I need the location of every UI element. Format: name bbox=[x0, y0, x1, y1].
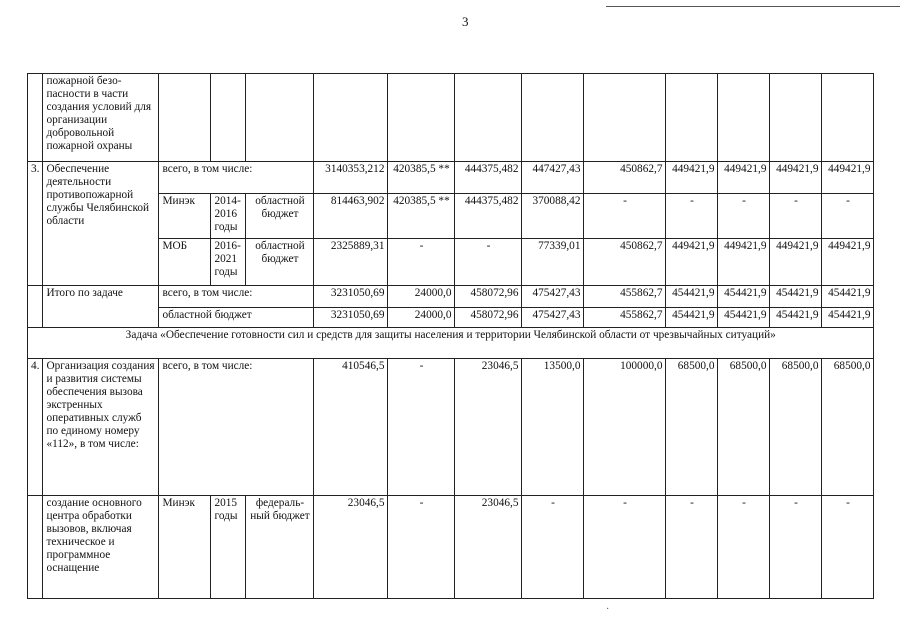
continuation-text: пожарной безо- пасности в части создания условий для организации добровольной пожарной охраны bbox=[43, 74, 159, 162]
continuation-row bbox=[28, 74, 874, 162]
task-budget-v7: 454421,9 bbox=[770, 308, 822, 328]
task-total-sum-label: всего, в том числе: bbox=[159, 286, 314, 308]
task-total-v0: 3231050,69 bbox=[314, 286, 388, 308]
top-rule bbox=[606, 6, 900, 7]
row3-sub2-v8: 449421,9 bbox=[822, 239, 874, 286]
row3-sub2-v4: 450862,7 bbox=[584, 239, 666, 286]
row3-index: 3. bbox=[28, 162, 43, 286]
row3-total-v8: 449421,9 bbox=[822, 162, 874, 194]
row4-sub-years: 2015 годы bbox=[211, 496, 246, 599]
row3-sub1-org: Минэк bbox=[159, 194, 211, 239]
row4-index: 4. bbox=[28, 359, 43, 496]
row4-total-v0: 410546,5 bbox=[314, 359, 388, 496]
task-budget-v5: 454421,9 bbox=[666, 308, 718, 328]
row4-total bbox=[28, 359, 874, 496]
row3-total bbox=[28, 162, 874, 194]
row4-total-v8: 68500,0 bbox=[822, 359, 874, 496]
row4-sub-v2: 23046,5 bbox=[455, 496, 522, 599]
row4-sub-v8: - bbox=[822, 496, 874, 599]
row4-total-v7: 68500,0 bbox=[770, 359, 822, 496]
row3-sub2-v5: 449421,9 bbox=[666, 239, 718, 286]
row4-total-label: всего, в том числе: bbox=[159, 359, 314, 496]
row4-sub-v4: - bbox=[584, 496, 666, 599]
row4-sub-v6: - bbox=[718, 496, 770, 599]
row4-name: Организация создания и развития системы обеспечения вызова экстренных оперативных служб по единому номеру «112», в том числе: bbox=[43, 359, 159, 496]
task-budget-v1: 24000,0 bbox=[388, 308, 455, 328]
task-budget-v6: 454421,9 bbox=[718, 308, 770, 328]
row4-total-v1: - bbox=[388, 359, 455, 496]
row3-sub1-v5: - bbox=[666, 194, 718, 239]
row3-total-v7: 449421,9 bbox=[770, 162, 822, 194]
row3-total-v5: 449421,9 bbox=[666, 162, 718, 194]
row3-sub1-v1: 420385,5 ** bbox=[388, 194, 455, 239]
row3-sub1-v4: - bbox=[584, 194, 666, 239]
row3-sub2-v2: - bbox=[455, 239, 522, 286]
task-total-budget-label: областной бюджет bbox=[159, 308, 314, 328]
task-budget-v8: 454421,9 bbox=[822, 308, 874, 328]
row4-sub-name: создание основного центра обработки вызовов, включая техническое и программное оснащение bbox=[43, 496, 159, 599]
task-total-v5: 454421,9 bbox=[666, 286, 718, 308]
task-total-v3: 475427,43 bbox=[522, 286, 584, 308]
task-budget-v2: 458072,96 bbox=[455, 308, 522, 328]
row4-sub-org: Минэк bbox=[159, 496, 211, 599]
row3-sub1-v2: 444375,482 bbox=[455, 194, 522, 239]
row3-sub1-v3: 370088,42 bbox=[522, 194, 584, 239]
row3-sub1-v8: - bbox=[822, 194, 874, 239]
budget-table bbox=[27, 73, 874, 599]
row4-total-v6: 68500,0 bbox=[718, 359, 770, 496]
row3-sub1-v0: 814463,902 bbox=[314, 194, 388, 239]
task-budget-v0: 3231050,69 bbox=[314, 308, 388, 328]
row3-sub2-v1: - bbox=[388, 239, 455, 286]
row3-sub2-v6: 449421,9 bbox=[718, 239, 770, 286]
row3-sub2-source: областной бюджет bbox=[246, 239, 314, 286]
row3-total-v2: 444375,482 bbox=[455, 162, 522, 194]
row3-total-v6: 449421,9 bbox=[718, 162, 770, 194]
row3-total-v1: 420385,5 ** bbox=[388, 162, 455, 194]
task-total-v8: 454421,9 bbox=[822, 286, 874, 308]
row4-total-v5: 68500,0 bbox=[666, 359, 718, 496]
row3-total-v3: 447427,43 bbox=[522, 162, 584, 194]
row3-sub2-v7: 449421,9 bbox=[770, 239, 822, 286]
task-total-row bbox=[28, 286, 874, 308]
task-budget-v3: 475427,43 bbox=[522, 308, 584, 328]
row4-sub bbox=[28, 496, 874, 599]
task-total-v2: 458072,96 bbox=[455, 286, 522, 308]
task-header: Задача «Обеспечение готовности сил и средств для защиты населения и территории Челябинской области от чрезвычайных ситуаций» bbox=[28, 328, 874, 359]
row4-sub-v7: - bbox=[770, 496, 822, 599]
row3-sub1-source: областной бюджет bbox=[246, 194, 314, 239]
row4-total-v4: 100000,0 bbox=[584, 359, 666, 496]
row3-total-label: всего, в том числе: bbox=[159, 162, 314, 194]
row3-total-v0: 3140353,212 bbox=[314, 162, 388, 194]
task-total-v4: 455862,7 bbox=[584, 286, 666, 308]
task-total-v7: 454421,9 bbox=[770, 286, 822, 308]
task-header-row bbox=[28, 328, 874, 359]
task-total-v1: 24000,0 bbox=[388, 286, 455, 308]
row3-sub2-v0: 2325889,31 bbox=[314, 239, 388, 286]
page-number: 3 bbox=[462, 14, 469, 29]
row3-sub2-org: МОБ bbox=[159, 239, 211, 286]
row4-sub-v5: - bbox=[666, 496, 718, 599]
task-total-label: Итого по задаче bbox=[43, 286, 159, 328]
row3-sub1-v7: - bbox=[770, 194, 822, 239]
row4-total-v3: 13500,0 bbox=[522, 359, 584, 496]
row3-name: Обеспечение деятельности противопожарной службы Челябинской области bbox=[43, 162, 159, 286]
row4-sub-v3: - bbox=[522, 496, 584, 599]
row4-total-v2: 23046,5 bbox=[455, 359, 522, 496]
row4-sub-source: федераль- ный бюджет bbox=[246, 496, 314, 599]
scan-speck: · bbox=[606, 604, 610, 615]
task-budget-v4: 455862,7 bbox=[584, 308, 666, 328]
task-total-v6: 454421,9 bbox=[718, 286, 770, 308]
row4-sub-v1: - bbox=[388, 496, 455, 599]
row3-sub2-years: 2016- 2021 годы bbox=[211, 239, 246, 286]
row3-sub2-v3: 77339,01 bbox=[522, 239, 584, 286]
row3-sub1-v6: - bbox=[718, 194, 770, 239]
row3-sub1-years: 2014- 2016 годы bbox=[211, 194, 246, 239]
row4-sub-v0: 23046,5 bbox=[314, 496, 388, 599]
row3-total-v4: 450862,7 bbox=[584, 162, 666, 194]
